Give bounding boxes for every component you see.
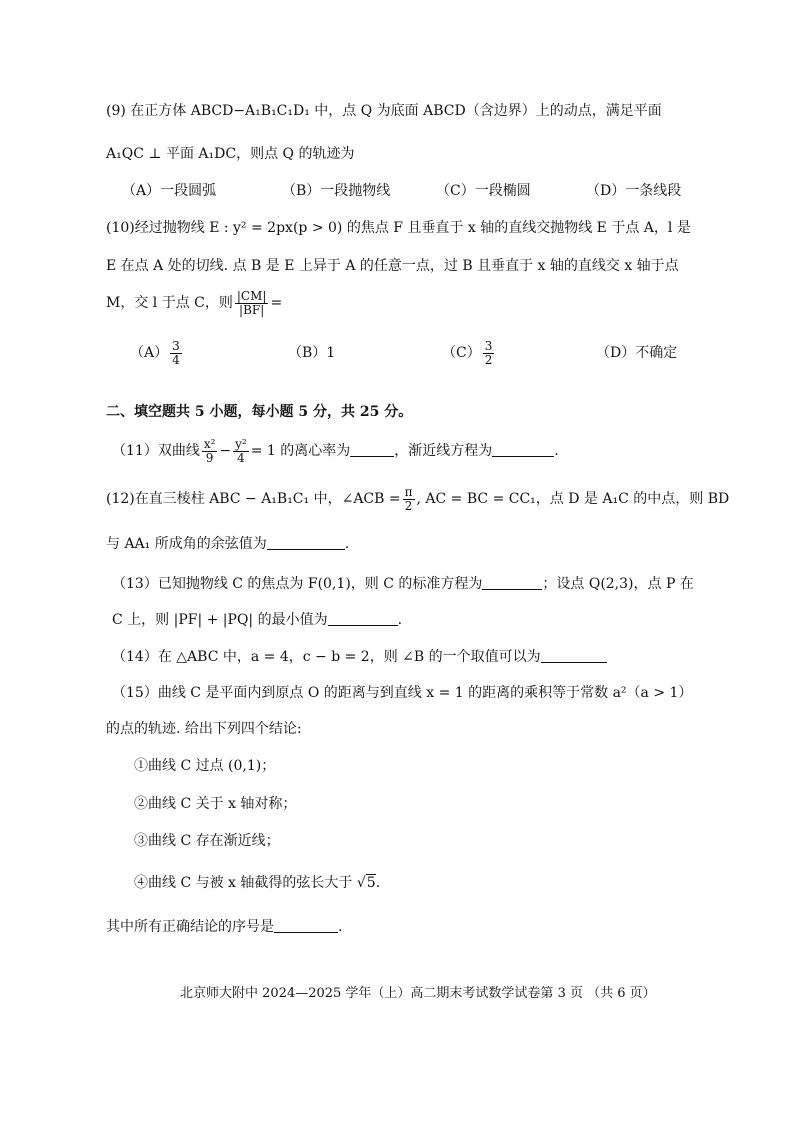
q14-text: （14）在 △ABC 中，a = 4，c − b = 2，则 ∠B 的一个取值可以为 (112, 649, 541, 665)
q10-option-c-fraction (483, 340, 495, 367)
q15-conclusion-2: ②曲线 C 关于 x 轴对称； (134, 796, 297, 812)
q15-c4-end: . (375, 875, 381, 891)
page-footer: 北京师大附中 2024—2025 学年（上）高二期末考试数学试卷第 3 页 （共 6 页） (180, 986, 656, 1001)
q10-option-a (130, 338, 184, 368)
q15-conclusion-1: ①曲线 C 过点 (0,1)； (134, 758, 276, 774)
q10-option-a-den: 4 (172, 352, 180, 367)
q11-end: . (554, 443, 559, 459)
q11-fraction-2-den: 4 (237, 450, 245, 465)
q15-conclusion-3: ③曲线 C 存在渐近线； (134, 833, 280, 849)
q10-line1: (10)经过抛物线 E : y² = 2px(p > 0) 的焦点 F 且垂直于 x 轴的直线交抛物线 E 于点 A，l 是 (106, 220, 691, 236)
q15-c4-radicand: 5 (366, 875, 376, 891)
q12-pre: (12)在直三棱柱 ABC − A₁B₁C₁ 中，∠ACB = (106, 491, 401, 507)
q10-option-a-fraction (170, 340, 182, 367)
q9-line1: (9) 在正方体 ABCD−A₁B₁C₁D₁ 中，点 Q 为底面 ABCD（含边界）上的动点，满足平面 (106, 103, 662, 119)
q10-line3-pre: M，交 l 于点 C，则 (106, 295, 233, 311)
q9-option-c: （C）一段椭圆 (436, 183, 531, 199)
q11-fraction-2 (233, 438, 249, 465)
q13-blank-2[interactable] (328, 611, 398, 626)
q10-option-a-num: 3 (172, 338, 180, 353)
q12-fraction (403, 486, 415, 513)
q10-line3 (106, 288, 282, 318)
q15-conclusion-4 (134, 873, 380, 893)
q11-fraction-1 (202, 438, 218, 465)
q15-answer-pre: 其中所有正确结论的序号是 (106, 919, 274, 935)
q9-option-a: （A）一段圆弧 (122, 183, 217, 199)
q15-answer-line (106, 917, 342, 937)
q10-line2: E 在点 A 处的切线. 点 B 是 E 上异于 A 的任意一点，过 B 且垂直于 x 轴的直线交 x 轴于点 (106, 258, 679, 274)
q13-line2-pre: C 上，则 |PF| + |PQ| 的最小值为 (112, 612, 328, 628)
q11-mid: = 1 的离心率为 (250, 443, 351, 459)
q11-minus: − (219, 443, 232, 459)
q14-line (112, 647, 607, 667)
q11-blank-2[interactable] (492, 442, 554, 457)
q13-line1 (112, 574, 694, 594)
q12-line2 (106, 534, 349, 554)
q12-line1 (106, 484, 729, 514)
q11-blank-1[interactable] (350, 442, 394, 457)
q10-option-d: （D）不确定 (596, 345, 678, 361)
q10-fraction (235, 290, 269, 317)
q10-fraction-num: |CM| (236, 288, 267, 303)
q9-option-d: （D）一条线段 (586, 183, 682, 199)
q10-option-c-label: （C） (442, 345, 481, 361)
q10-line3-post: = (270, 295, 283, 311)
q14-blank[interactable] (541, 648, 607, 663)
q11-fraction-1-num: x² (203, 436, 216, 451)
q12-post: , AC = BC = CC₁，点 D 是 A₁C 的中点，则 BD (416, 491, 730, 507)
q10-fraction-den: |BF| (239, 302, 265, 317)
q15-line2: 的点的轨迹. 给出下列四个结论: (106, 721, 302, 737)
q15-blank[interactable] (274, 918, 338, 933)
q12-line2-end: . (344, 536, 350, 552)
q12-fraction-den: 2 (404, 498, 413, 513)
q15-line1: （15）曲线 C 是平面内到原点 O 的距离与到直线 x = 1 的距离的乘积等于常数 a²（a > 1） (112, 685, 693, 701)
q12-fraction-num: π (404, 484, 413, 499)
q10-option-b: （B）1 (288, 345, 336, 361)
q11-fraction-1-den: 9 (205, 450, 214, 465)
q12-blank[interactable] (267, 535, 345, 550)
q13-line1-pre: （13）已知抛物线 C 的焦点为 F(0,1)，则 C 的标准方程为 (112, 576, 483, 592)
q9-option-b: （B）一段抛物线 (282, 183, 391, 199)
q12-line2-pre: 与 AA₁ 所成角的余弦值为 (106, 536, 267, 552)
q11-line (112, 436, 559, 466)
q11-mid2: ，渐近线方程为 (394, 443, 493, 459)
q13-line1-post: ；设点 Q(2,3)，点 P 在 (542, 576, 694, 592)
q13-blank-1[interactable] (482, 575, 542, 590)
q9-line2: A₁QC ⊥ 平面 A₁DC，则点 Q 的轨迹为 (106, 146, 355, 162)
q13-line2-end: . (397, 612, 403, 628)
q15-answer-end: . (338, 919, 343, 935)
q15-c4-pre: ④曲线 C 与被 x 轴截得的弦长大于 √ (134, 875, 366, 891)
q13-line2 (112, 610, 402, 630)
q10-option-a-label: （A） (130, 345, 169, 361)
q11-fraction-2-num: y² (235, 436, 247, 451)
q10-option-c-den: 2 (484, 352, 493, 367)
section2-heading: 二、填空题共 5 小题，每小题 5 分，共 25 分。 (106, 404, 413, 420)
q10-option-c (442, 338, 496, 368)
q10-option-c-num: 3 (484, 338, 493, 353)
q11-pre: （11）双曲线 (112, 443, 200, 459)
